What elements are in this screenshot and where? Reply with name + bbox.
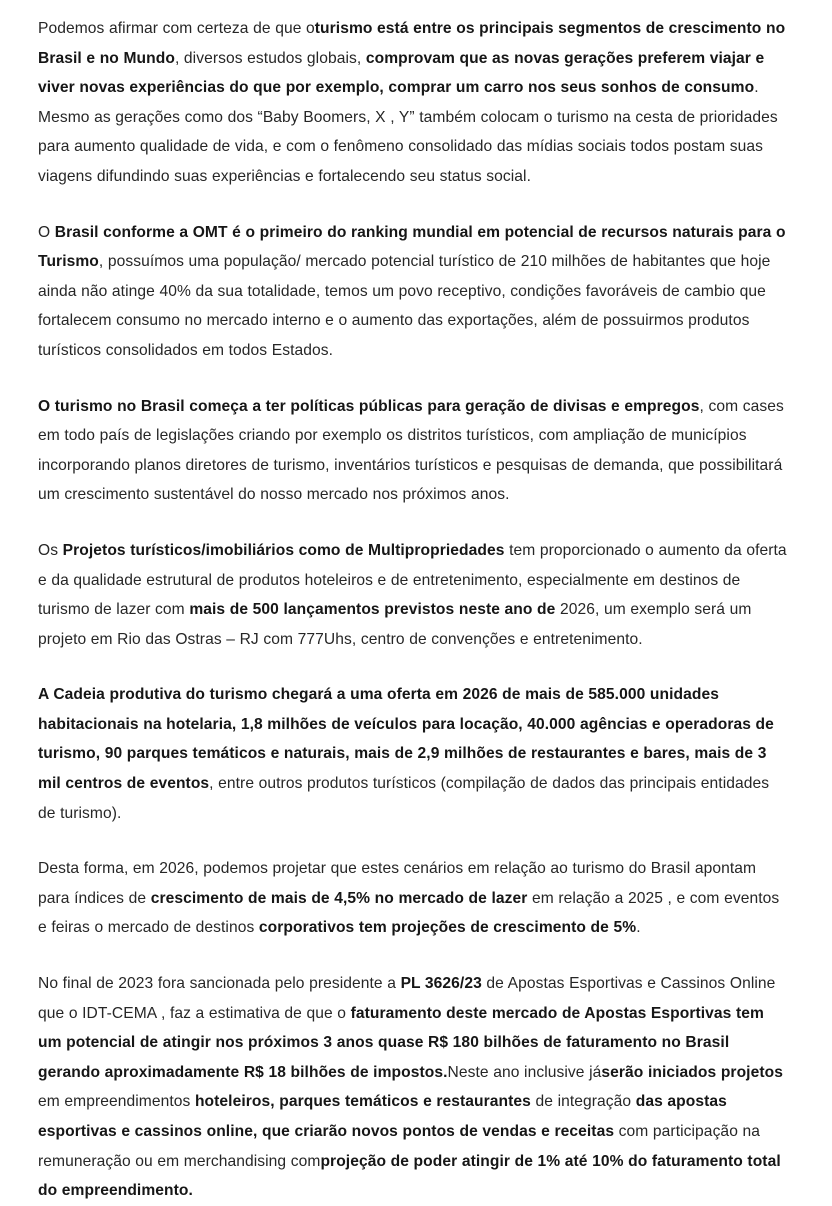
text-run-bold: turismo está entre os principais segmentos de crescimento no Brasil e no Mundo xyxy=(38,20,786,67)
paragraph xyxy=(38,536,790,654)
text-run: O xyxy=(38,223,55,241)
text-run: Os xyxy=(38,541,63,559)
paragraph xyxy=(38,969,790,1206)
text-run-bold: hoteleiros, parques temáticos e restaurantes xyxy=(194,1093,531,1111)
text-run-bold: O turismo no Brasil começa a ter políticas públicas para geração de divisas e empregos xyxy=(38,397,700,415)
paragraph xyxy=(38,680,790,828)
text-run: No final de 2023 fora sancionada pelo presidente a xyxy=(38,975,401,993)
text-run: Desta forma, em 2026, podemos projetar que estes cenários em relação ao turismo do Brasil apontam para índices de xyxy=(38,860,757,907)
text-run: , diversos estudos globais, xyxy=(174,49,366,67)
text-run: , com cases em todo país de legislações criando por exemplo os distritos turísticos, com ampliação de municípios incorporando planos diretores de turismo, inventários turísticos e pesquisas de demanda, que possibilitará um crescimento sustentável do nosso mercado nos próximos anos. xyxy=(38,397,784,504)
paragraph xyxy=(38,218,790,366)
text-run: , entre outros produtos turísticos (compilação de dados das principais entidades de turismo). xyxy=(38,775,770,822)
text-run-bold: PL 3626/23 xyxy=(400,975,482,993)
text-run-bold: mais de 500 lançamentos previstos neste ano de xyxy=(189,601,556,619)
text-run-bold: A Cadeia produtiva do turismo chegará a uma oferta em 2026 de mais de 585.000 unidades habitacionais na hotelaria, 1,8 milhões de veículos para locação, 40.000 agências e operadoras de turismo, 90 parques temáticos e naturais, mais de 2,9 milhões de restaurantes e bares, mais de 3 mil centros de eventos xyxy=(38,686,774,793)
text-run: Podemos afirmar com certeza de que o xyxy=(38,20,315,37)
text-run-bold: crescimento de mais de 4,5% no mercado de lazer xyxy=(150,889,528,907)
text-run-bold: Brasil conforme a OMT é o primeiro do ranking mundial em potencial de recursos naturais para o Turismo xyxy=(38,223,786,271)
text-run-bold: Projetos turísticos/imobiliários como de Multipropriedades xyxy=(62,541,505,559)
text-run: tem proporcionado o aumento da oferta e da qualidade estrutural de produtos hoteleiros e de entretenimento, especialmente em destinos de turismo de lazer com xyxy=(38,541,787,619)
paragraph xyxy=(38,14,790,192)
text-run-bold: projeção de poder atingir de 1% até 10% do faturamento total do empreendimento. xyxy=(38,1152,781,1200)
text-run-bold: corporativos tem projeções de crescimento de 5% xyxy=(258,919,637,937)
paragraph xyxy=(38,392,790,510)
text-run: . Mesmo as gerações como dos “Baby Boomers, X , Y” também colocam o turismo na cesta de prioridades para aumento qualidade de vida, e com o fenômeno consolidado das mídias sociais todos postam suas viagens difundindo suas experiências e fortalecendo seu status social. xyxy=(38,79,778,185)
paragraph xyxy=(38,854,790,943)
text-run-bold: das apostas esportivas e cassinos online, que criarão novos pontos de vendas e receitas xyxy=(38,1093,727,1140)
text-run-bold: faturamento deste mercado de Apostas Esportivas tem um potencial de atingir nos próximos 3 anos quase R$ 180 bilhões de faturamento no Brasil gerando aproximadamente R$ 18 bilhões de impostos. xyxy=(38,1004,764,1081)
text-run: com participação na remuneração ou em merchandising com xyxy=(38,1123,761,1170)
text-run: em empreendimentos xyxy=(38,1093,195,1111)
text-run: de integração xyxy=(530,1093,636,1111)
text-run-bold: serão iniciados projetos xyxy=(601,1063,783,1081)
text-run: em relação a 2025 , e com eventos e feiras o mercado de destinos xyxy=(38,889,780,937)
text-run-bold: comprovam que as novas gerações preferem viajar e viver novas experiências do que por exemplo, comprar um carro nos seus sonhos de consumo xyxy=(38,49,765,97)
text-run: 2026, um exemplo será um projeto em Rio das Ostras – RJ com 777Uhs, centro de convenções e entretenimento. xyxy=(38,601,752,648)
text-run: de Apostas Esportivas e Cassinos Online que o IDT-CEMA , faz a estimativa de que o xyxy=(38,975,776,1022)
text-run: , possuímos uma população/ mercado potencial turístico de 210 milhões de habitantes que hoje ainda não atinge 40% da sua totalidade, temos um povo receptivo, condições favoráveis de cambio que fortalecem consumo no mercado interno e o aumento das exportações, além de possuirmos produtos turísticos consolidados em todos Estados. xyxy=(38,253,771,359)
text-run: . xyxy=(636,919,641,937)
text-run: Neste ano inclusive já xyxy=(447,1063,602,1081)
